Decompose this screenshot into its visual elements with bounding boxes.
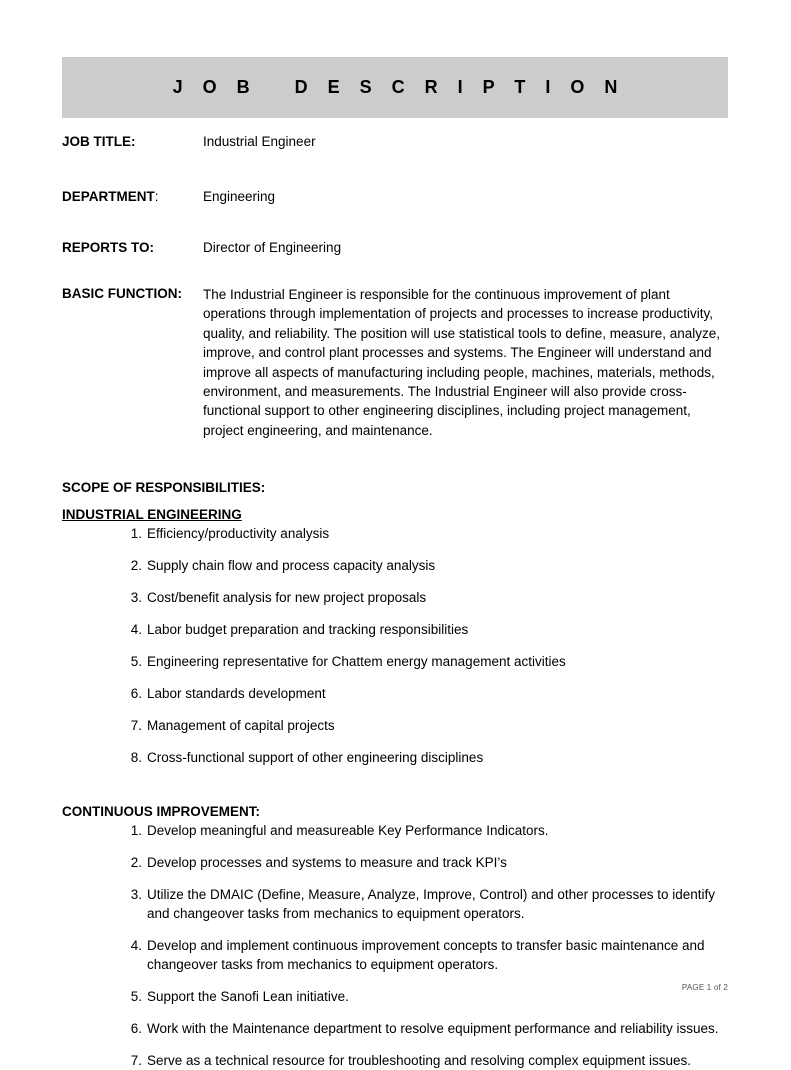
list-item-number: 1.	[130, 526, 142, 542]
field-label-department-text: DEPARTMENT	[62, 189, 155, 204]
list-item	[62, 885, 728, 923]
field-label-job-title: JOB TITLE:	[62, 134, 136, 149]
list-item-number: 6.	[130, 686, 142, 702]
field-label-department-colon: :	[154, 189, 159, 204]
page-title: J O B D E S C R I P T I O N	[172, 77, 625, 97]
list-item-number: 7.	[130, 718, 142, 734]
list-item	[62, 684, 728, 703]
list-item-number: 6.	[130, 1021, 142, 1037]
list-item-number: 4.	[130, 622, 142, 638]
list-item	[62, 1051, 728, 1070]
list-item-number: 3.	[130, 590, 142, 606]
section-subheading-industrial-engineering: INDUSTRIAL ENGINEERING	[62, 507, 242, 523]
list-item-text: Efficiency/productivity analysis	[147, 526, 330, 542]
list-item-text: Labor standards development	[147, 686, 326, 702]
list-item-number: 1.	[130, 823, 142, 839]
list-item-text: Utilize the DMAIC (Define, Measure, Analyze, Improve, Control) and other processes to identify and changeover tasks from mechanics to equipment operators.	[147, 887, 715, 922]
section-heading-scope: SCOPE OF RESPONSIBILITIES:	[62, 480, 266, 496]
list-item	[62, 556, 728, 575]
footer-page-indicator: PAGE 1 of 2	[681, 983, 728, 992]
list-item-text: Cost/benefit analysis for new project proposals	[147, 590, 427, 606]
list-item	[62, 1019, 728, 1038]
field-row-job-title	[62, 133, 728, 151]
list-item	[62, 936, 728, 974]
list-item	[62, 716, 728, 735]
field-value-basic-function: The Industrial Engineer is responsible for the continuous improvement of plant operations through implementation of projects and processes to increase productivity, quality, and reliability. The position will use statistical tools to define, measure, analyze, improve, and control plant processes and systems. The Engineer will understand and improve all aspects of manufacturing including people, machines, materials, methods, environment, and measurements. The Industrial Engineer will also provide cross-functional support to other engineering disciplines, including project management, project engineering, and maintenance.	[203, 287, 721, 438]
field-value-job-title: Industrial Engineer	[203, 134, 316, 149]
list-item	[62, 821, 728, 840]
list-item	[62, 620, 728, 639]
field-value-reports-to: Director of Engineering	[203, 240, 342, 255]
list-item	[62, 748, 728, 767]
list-item-text: Develop processes and systems to measure and track KPI’s	[147, 855, 507, 871]
document-content	[62, 0, 728, 1070]
list-item-text: Work with the Maintenance department to resolve equipment performance and reliability issues.	[147, 1021, 719, 1037]
list-item-text: Cross-functional support of other engineering disciplines	[147, 750, 484, 766]
list-item-text: Supply chain flow and process capacity analysis	[147, 558, 436, 574]
list-item-number: 2.	[130, 855, 142, 871]
list-item-number: 2.	[130, 558, 142, 574]
list-item-text: Develop and implement continuous improvement concepts to transfer basic maintenance and changeover tasks from mechanics to equipment operators.	[147, 938, 705, 973]
list-item	[62, 652, 728, 671]
field-row-basic-function	[62, 285, 728, 440]
field-row-department	[62, 188, 728, 206]
list-item-text: Support the Sanofi Lean initiative.	[147, 989, 349, 1005]
list-item-text: Engineering representative for Chattem energy management activities	[147, 654, 566, 670]
field-label-basic-function: BASIC FUNCTION:	[62, 286, 182, 301]
field-label-department	[62, 188, 203, 206]
list-item-number: 7.	[130, 1053, 142, 1069]
list-item-text: Labor budget preparation and tracking responsibilities	[147, 622, 469, 638]
scope-responsibilities-list	[62, 524, 728, 767]
document-title-bar	[62, 57, 728, 118]
list-item-number: 8.	[130, 750, 142, 766]
field-label-reports-to: REPORTS TO:	[62, 240, 155, 255]
list-item-text: Serve as a technical resource for troubleshooting and resolving complex equipment issues.	[147, 1053, 692, 1069]
list-item-number: 5.	[130, 654, 142, 670]
list-item-number: 3.	[130, 887, 142, 903]
field-row-reports-to	[62, 239, 728, 257]
continuous-improvement-list	[62, 821, 728, 1070]
list-item	[62, 524, 728, 543]
list-item-number: 5.	[130, 989, 142, 1005]
list-item-text: Management of capital projects	[147, 718, 335, 734]
section-heading-continuous-improvement: CONTINUOUS IMPROVEMENT:	[62, 804, 261, 820]
field-value-department: Engineering	[203, 189, 276, 204]
list-item-text: Develop meaningful and measureable Key Performance Indicators.	[147, 823, 549, 839]
list-item-number: 4.	[130, 938, 142, 954]
list-item	[62, 588, 728, 607]
list-item	[62, 853, 728, 872]
